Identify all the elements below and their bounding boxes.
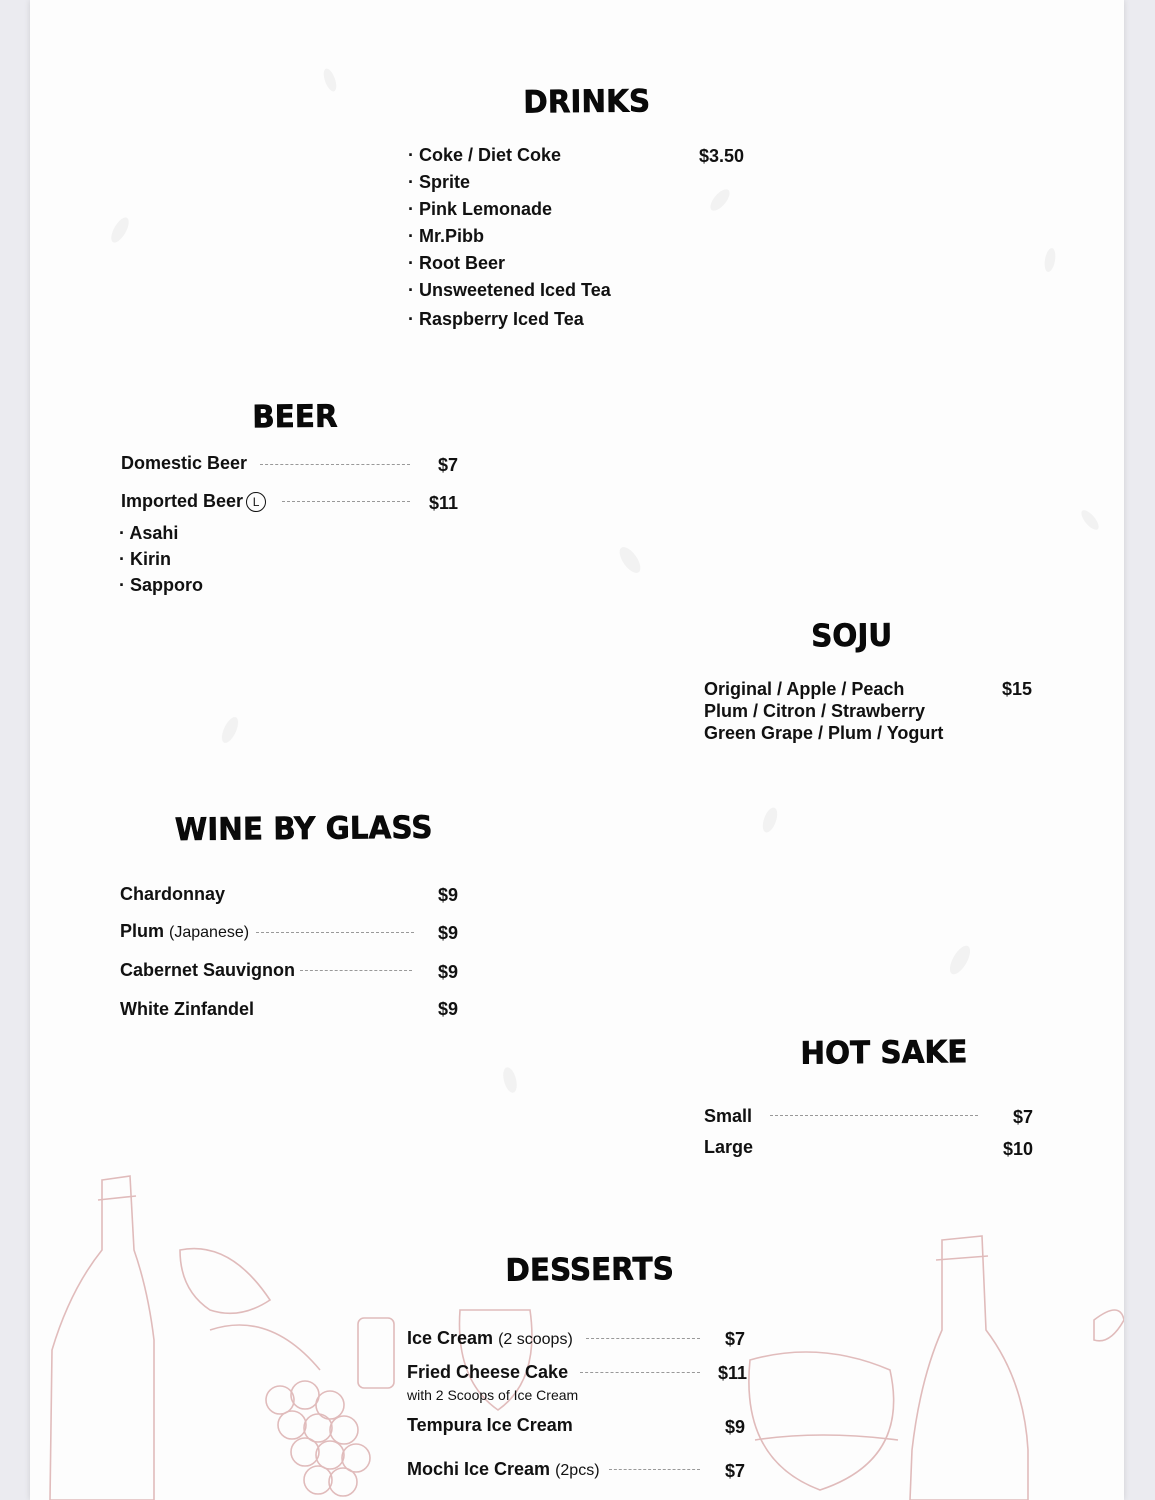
soju-flavors-line: Plum / Citron / Strawberry [704, 701, 926, 721]
dessert-item-price: $7 [725, 1461, 746, 1481]
leader-dots [300, 970, 412, 971]
dessert-item-name: Ice Cream (2 scoops) [407, 1328, 573, 1348]
dessert-item-name: Tempura Ice Cream [407, 1415, 573, 1435]
menu-page [30, 0, 1124, 1500]
dessert-item-price: $11 [718, 1363, 748, 1383]
wine-item-name: Plum (Japanese) [120, 921, 250, 941]
drink-item: · Root Beer [408, 253, 506, 273]
soju-price: $15 [1002, 679, 1033, 699]
sake-item-price: $7 [1013, 1107, 1034, 1127]
leader-dots [586, 1338, 700, 1339]
wine-item-price: $9 [438, 923, 459, 943]
wine-item-name: Cabernet Sauvignon [120, 960, 296, 980]
sake-item-price: $10 [1003, 1139, 1034, 1159]
domestic-beer-label: Domestic Beer [121, 453, 248, 473]
imported-beer-label: Imported Beer L [121, 491, 266, 512]
drink-item: · Mr.Pibb [408, 226, 485, 246]
wine-item-name: Chardonnay [120, 884, 226, 904]
large-badge-icon: L [246, 492, 266, 512]
dessert-item-name: Mochi Ice Cream (2pcs) [407, 1459, 600, 1479]
leader-dots [256, 932, 414, 933]
soju-flavors-line: Green Grape / Plum / Yogurt [704, 723, 944, 743]
dessert-item-price: $7 [725, 1329, 746, 1349]
leader-dots [282, 501, 410, 502]
sake-item-name: Large [704, 1137, 754, 1157]
drinks-price: $3.50 [699, 146, 745, 166]
imported-beer-item: · Sapporo [119, 575, 204, 595]
dessert-item-subnote: with 2 Scoops of Ice Cream [407, 1387, 579, 1403]
domestic-beer-price: $7 [438, 455, 459, 475]
sake-item-name: Small [704, 1106, 753, 1126]
drinks-heading: DRINKS [523, 83, 651, 121]
soju-flavors-line: Original / Apple / Peach [704, 679, 905, 699]
drink-item: · Coke / Diet Coke [408, 145, 562, 165]
imported-beer-item: · Kirin [119, 549, 172, 569]
soju-heading: SOJU [810, 617, 893, 655]
imported-beer-item: · Asahi [119, 523, 179, 543]
leader-dots [260, 464, 410, 465]
dessert-item-name: Fried Cheese Cake [407, 1362, 569, 1382]
drink-item: · Unsweetened Iced Tea [408, 280, 611, 300]
wine-item-name: White Zinfandel [120, 999, 254, 1019]
wine-heading: WINE BY GLASS [174, 809, 433, 849]
wine-item-price: $9 [438, 962, 459, 982]
hot-sake-heading: HOT SAKE [800, 1034, 968, 1072]
imported-beer-price: $11 [429, 493, 459, 513]
drink-item: · Pink Lemonade [408, 199, 553, 219]
wine-item-price: $9 [438, 885, 459, 905]
beer-heading: BEER [252, 398, 338, 436]
desserts-heading: DESSERTS [505, 1251, 675, 1289]
leader-dots [770, 1115, 978, 1116]
leader-dots [609, 1469, 700, 1470]
wine-item-price: $9 [438, 999, 459, 1019]
dessert-item-price: $9 [725, 1417, 746, 1437]
drink-item: · Raspberry Iced Tea [408, 309, 584, 329]
drink-item: · Sprite [408, 172, 471, 192]
leader-dots [580, 1372, 700, 1373]
